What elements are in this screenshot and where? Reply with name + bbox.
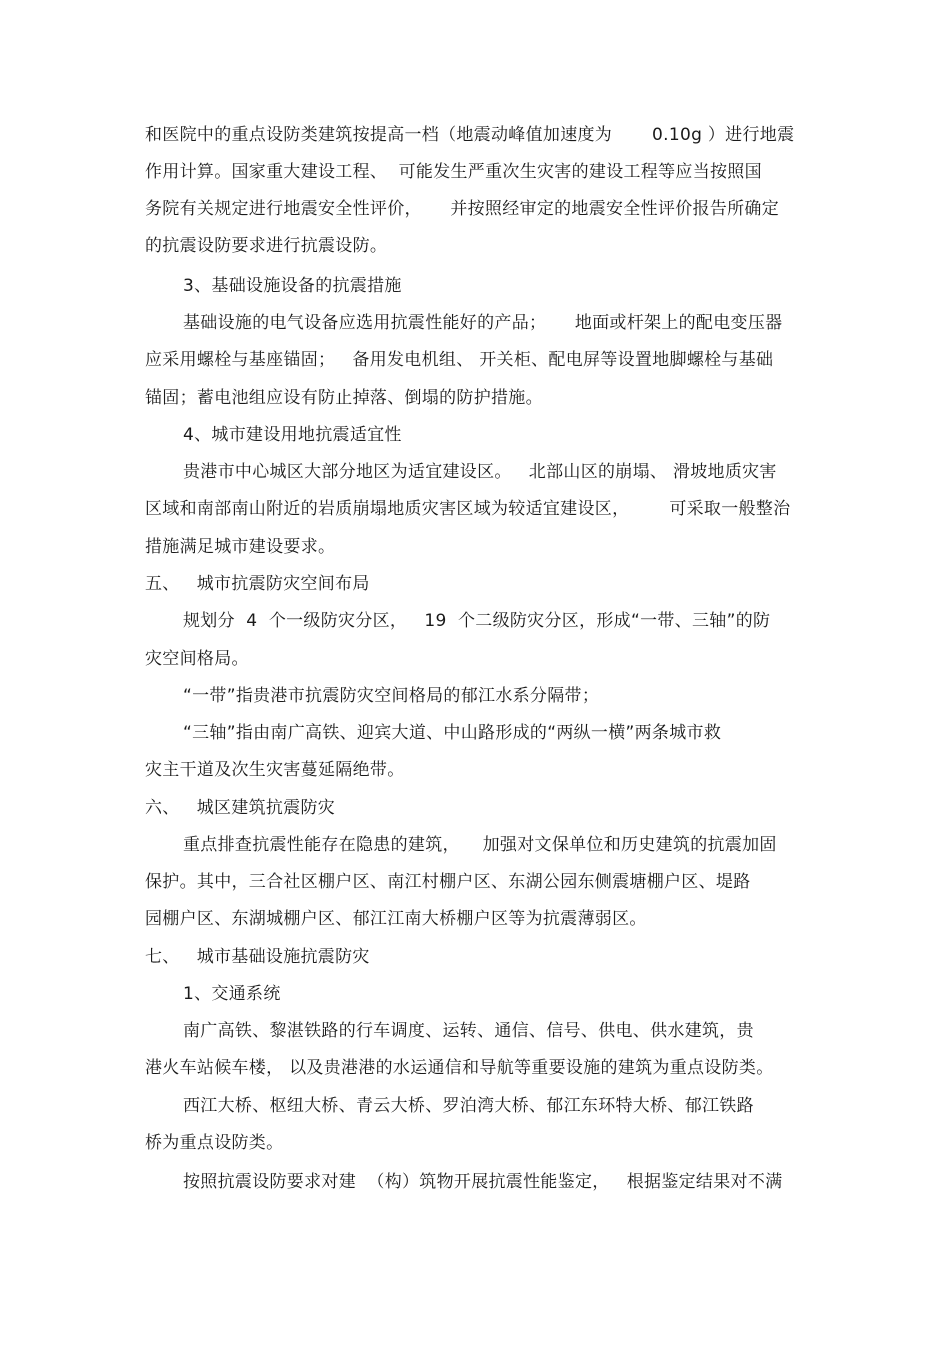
- paragraph-line: 桥为重点设防类。: [145, 1133, 284, 1153]
- paragraph-line: 区域和南部南山附近的岩质崩塌地质灾害区域为较适宜建设区， 可采取一般整治: [145, 499, 791, 519]
- paragraph-line: 规划分 4 个一级防灾分区， 19 个二级防灾分区，形成“一带、三轴”的防: [183, 611, 771, 631]
- paragraph-line: 锚固；蓄电池组应设有防止掉落、倒塌的防护措施。: [145, 388, 543, 408]
- paragraph-line: 作用计算。国家重大建设工程、 可能发生严重次生灾害的建设工程等应当按照国: [145, 162, 762, 182]
- paragraph-line: 重点排查抗震性能存在隐患的建筑， 加强对文保单位和历史建筑的抗震加固: [183, 835, 777, 855]
- paragraph-line: 的抗震设防要求进行抗震设防。: [145, 236, 388, 256]
- paragraph-line: 灾空间格局。: [145, 649, 249, 669]
- subsection-heading: 4、城市建设用地抗震适宜性: [183, 425, 402, 445]
- section-heading: 五、 城市抗震防灾空间布局: [145, 574, 370, 594]
- paragraph-line: 保护。其中，三合社区棚户区、南江村棚户区、东湖公园东侧震塘棚户区、堤路: [145, 872, 751, 892]
- section-heading: 七、 城市基础设施抗震防灾: [145, 947, 370, 967]
- paragraph-line: 园棚户区、东湖城棚户区、郁江江南大桥棚户区等为抗震薄弱区。: [145, 909, 647, 929]
- subsection-heading: 1、交通系统: [183, 984, 281, 1004]
- paragraph-line: 灾主干道及次生灾害蔓延隔绝带。: [145, 760, 405, 780]
- paragraph-line: 按照抗震设防要求对建 （构）筑物开展抗震性能鉴定， 根据鉴定结果对不满: [183, 1172, 783, 1192]
- paragraph-line: “三轴”指由南广高铁、迎宾大道、中山路形成的“两纵一横”两条城市救: [183, 723, 722, 743]
- paragraph-line: 和医院中的重点设防类建筑按提高一档（地震动峰值加速度为 0.10g ）进行地震: [145, 125, 795, 145]
- paragraph-line: 措施满足城市建设要求。: [145, 537, 336, 557]
- paragraph-line: 港火车站候车楼， 以及贵港港的水运通信和导航等重要设施的建筑为重点设防类。: [145, 1058, 774, 1078]
- paragraph-line: 南广高铁、黎湛铁路的行车调度、运转、通信、信号、供电、供水建筑，贵: [183, 1021, 754, 1041]
- paragraph-line: 西江大桥、枢纽大桥、青云大桥、罗泊湾大桥、郁江东环特大桥、郁江铁路: [183, 1096, 754, 1116]
- paragraph-line: 务院有关规定进行地震安全性评价， 并按照经审定的地震安全性评价报告所确定: [145, 199, 780, 219]
- paragraph-line: 贵港市中心城区大部分地区为适宜建设区。 北部山区的崩塌、 滑坡地质灾害: [183, 462, 777, 482]
- section-heading: 六、 城区建筑抗震防灾: [145, 798, 336, 818]
- paragraph-line: “一带”指贵港市抗震防灾空间格局的郁江水系分隔带；: [183, 686, 600, 706]
- subsection-heading: 3、基础设施设备的抗震措施: [183, 276, 402, 296]
- paragraph-line: 应采用螺栓与基座锚固； 备用发电机组、 开关柜、配电屏等设置地脚螺栓与基础: [145, 350, 774, 370]
- paragraph-line: 基础设施的电气设备应选用抗震性能好的产品； 地面或杆架上的配电变压器: [183, 313, 783, 333]
